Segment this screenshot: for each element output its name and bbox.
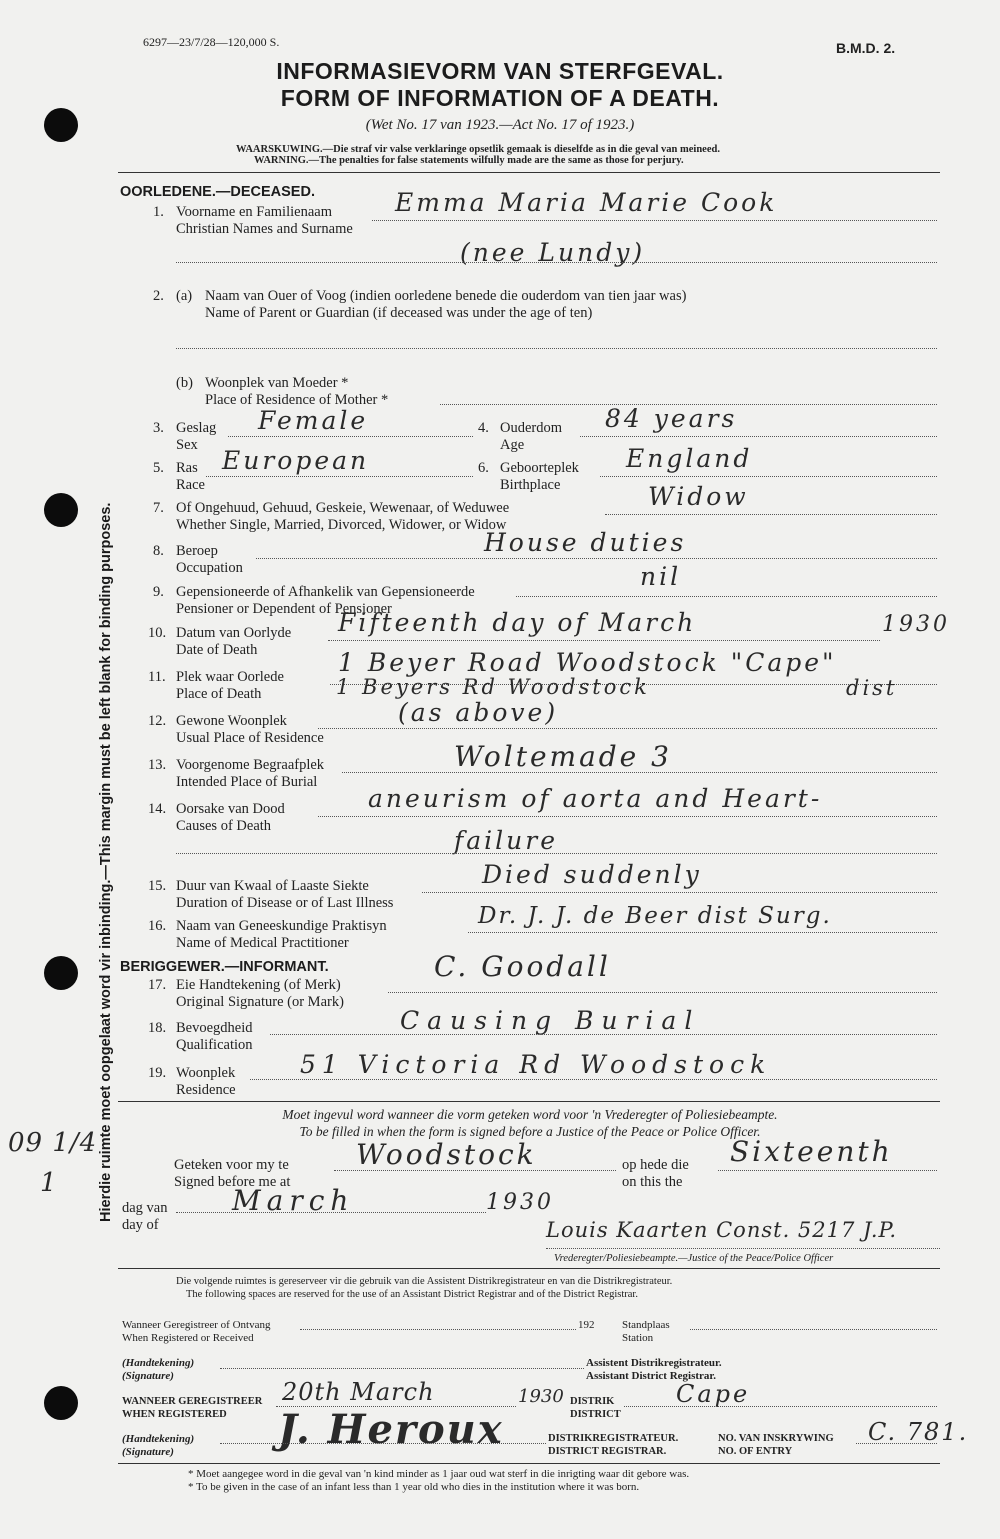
signed-year-value: 1930 (486, 1190, 554, 1215)
race-value: European (222, 446, 370, 475)
age-value: 84 years (605, 404, 738, 433)
field-label-en: Place of Death (176, 686, 262, 702)
field-number: 18. (148, 1020, 167, 1036)
reserved-note-en: The following spaces are reserved for the use of an Assistant District Registrar and of the District Registrar. (186, 1289, 638, 1300)
signed-place-value: Woodstock (356, 1138, 537, 1171)
dotted-line (388, 992, 937, 993)
binder-hole (44, 1386, 78, 1420)
when-registered-en: WHEN REGISTERED (122, 1409, 227, 1420)
district-registrar-en: DISTRICT REGISTRAR. (548, 1446, 667, 1457)
entry-number-value: C. 781. (868, 1418, 969, 1446)
asst-registrar-af: Assistent Distrikregistrateur. (586, 1357, 722, 1369)
dotted-line (600, 476, 937, 477)
field-label-af: Voorname en Familienaam (176, 204, 332, 220)
dotted-line (256, 558, 937, 559)
day-of-en: day of (122, 1217, 159, 1233)
signed-day-value: Sixteenth (730, 1135, 893, 1168)
dotted-line (176, 1212, 486, 1213)
dotted-line (220, 1443, 546, 1444)
field-label-en: Sex (176, 437, 198, 453)
footnote-en: * To be given in the case of an infant less than 1 year old who dies in the institution where it was born. (188, 1481, 640, 1493)
date-of-death-year: 1930 (882, 612, 950, 637)
field-label-en: Race (176, 477, 205, 493)
binding-margin-note: Hierdie ruimte moet oopgelaat word vir inbinding.—This margin must be left blank for binding purposes. (98, 502, 114, 1222)
field-number: 2. (153, 288, 164, 304)
header-divider (118, 172, 940, 173)
field-number: 8. (153, 543, 164, 559)
birthplace-value: England (626, 444, 753, 473)
burial-place-value: Woltemade 3 (454, 740, 672, 773)
field-label-en: Usual Place of Residence (176, 730, 324, 746)
dotted-line (468, 932, 937, 933)
justice-note-af: Moet ingevul word wanneer die vorm geteken word voor 'n Vrederegter of Poliesiebeampte. (282, 1107, 778, 1122)
on-this-af: op hede die (622, 1157, 689, 1173)
field-label-af: Ras (176, 460, 198, 476)
dotted-line (300, 1329, 576, 1330)
illness-duration-value: Died suddenly (482, 860, 702, 889)
form-code: B.M.D. 2. (836, 40, 896, 56)
field-number: 19. (148, 1065, 167, 1081)
field-number: 15. (148, 878, 167, 894)
dotted-line (270, 1034, 937, 1035)
field-number: 14. (148, 801, 167, 817)
section-divider (118, 1101, 940, 1102)
on-this-en: on this the (622, 1174, 683, 1190)
field-number: 12. (148, 713, 167, 729)
justice-note-en: To be filled in when the form is signed before a Justice of the Peace or Police Officer. (299, 1124, 761, 1139)
field-number: 6. (478, 460, 489, 476)
district-registrar-af: DISTRIKREGISTRATEUR. (548, 1433, 679, 1444)
dotted-line (690, 1329, 937, 1330)
field-label-af: Naam van Geneeskundige Praktisyn (176, 918, 387, 934)
dotted-line (624, 1406, 937, 1407)
deceased-name-value: Emma Maria Marie Cook (395, 188, 778, 217)
dotted-line (516, 596, 937, 597)
dotted-line (546, 1248, 940, 1249)
field-label-af: Woonplek (176, 1065, 236, 1081)
residence-value: 51 Victoria Rd Woodstock (300, 1050, 772, 1079)
sex-value: Female (258, 406, 369, 435)
field-label-af: Geboorteplek (500, 460, 579, 476)
dotted-line (605, 514, 937, 515)
warning-english: WARNING.—The penalties for false statements wilfully made are the same as those for perjury. (254, 155, 684, 166)
field-label-en: Causes of Death (176, 818, 272, 834)
dotted-line (176, 262, 937, 263)
field-label-af: Gewone Woonplek (176, 713, 287, 729)
field-number: 13. (148, 757, 167, 773)
signed-month-value: March (232, 1184, 355, 1217)
signed-before-en: Signed before me at (174, 1174, 291, 1190)
signature-label-en: (Signature) (122, 1370, 174, 1382)
field-number: 9. (153, 584, 164, 600)
dotted-line (580, 436, 937, 437)
usual-residence-value: (as above) (398, 698, 559, 727)
field-label-en: Name of Medical Practitioner (176, 935, 349, 951)
field-number: 11. (148, 669, 166, 685)
field-label-en: Intended Place of Burial (176, 774, 318, 790)
qualification-value: Causing Burial (400, 1006, 701, 1035)
field-label-en: Name of Parent or Guardian (if deceased was under the age of ten) (205, 305, 593, 321)
entry-number-en: NO. OF ENTRY (718, 1446, 793, 1457)
place-of-death-value: 1 Beyer Road Woodstock "Cape" (338, 648, 837, 677)
field-label-af: Bevoegdheid (176, 1020, 253, 1036)
signature2-label-en: (Signature) (122, 1446, 174, 1458)
field-number: 3. (153, 420, 164, 436)
justice-title: Vrederegter/Poliesiebeampte.—Justice of the Peace/Police Officer (554, 1253, 834, 1264)
pensioner-value: nil (640, 562, 682, 591)
field-label-af: Plek waar Oorlede (176, 669, 284, 685)
justice-signature: Louis Kaarten Const. 5217 J.P. (546, 1218, 898, 1242)
field-label-en: Residence (176, 1082, 236, 1098)
field-label-af: Naam van Ouer of Voog (indien oorledene benede die ouderdom van tien jaar was) (205, 288, 687, 304)
field-label-af: Eie Handtekening (of Merk) (176, 977, 341, 993)
asst-registrar-en: Assistant District Registrar. (586, 1370, 717, 1382)
field-label-af: Beroep (176, 543, 218, 559)
received-year: 192 (578, 1319, 595, 1331)
field-label-af: Duur van Kwaal of Laaste Siekte (176, 878, 369, 894)
deceased-maiden-name: (nee Lundy) (460, 238, 646, 267)
dotted-line (228, 436, 473, 437)
dotted-line (334, 1170, 616, 1171)
field-label-af: Of Ongehuud, Gehuud, Geskeie, Wewenaar, of Weduwee (176, 500, 510, 516)
when-registered-year: 1930 (518, 1386, 564, 1407)
field-label-af: Gepensioneerde of Afhankelik van Gepensioneerde (176, 584, 475, 600)
field-label-af: Voorgenome Begraafplek (176, 757, 325, 773)
field-number: 4. (478, 420, 489, 436)
district-label-en: DISTRICT (570, 1409, 621, 1420)
dotted-line (342, 772, 937, 773)
dotted-line (318, 728, 937, 729)
field-number: 17. (148, 977, 167, 993)
dotted-line (176, 348, 937, 349)
field-label-en: Christian Names and Surname (176, 221, 353, 237)
field-number: 7. (153, 500, 164, 516)
field-label-en: Occupation (176, 560, 243, 576)
cause-of-death-value: aneurism of aorta and Heart- (368, 784, 823, 813)
place-of-death-correction: 1 Beyers Rd Woodstock (336, 675, 650, 699)
when-registered-af: WANNEER GEREGISTREER (122, 1396, 263, 1407)
received-label-en: When Registered or Received (122, 1332, 254, 1344)
district-value: Cape (676, 1380, 751, 1408)
field-letter: (b) (176, 375, 193, 391)
warning-afrikaans: WAARSKUWING.—Die straf vir valse verklaringe opsetlik gemaak is dieselfde as in die geval van meineed. (236, 144, 720, 155)
margin-reference-2: 1 (40, 1168, 60, 1198)
dotted-line (176, 853, 937, 854)
marital-status-value: Widow (648, 482, 749, 511)
district-registrar-signature: J. Heroux (278, 1406, 504, 1453)
entry-number-af: NO. VAN INSKRYWING (718, 1433, 834, 1444)
dotted-line (250, 1079, 937, 1080)
dotted-line (318, 816, 937, 817)
title-english: FORM OF INFORMATION OF A DEATH. (280, 85, 720, 111)
field-label-af: Geslag (176, 420, 217, 436)
dotted-line (372, 220, 937, 221)
field-label-en: Pensioner or Dependent of Pensioner (176, 601, 392, 617)
act-reference: (Wet No. 17 van 1923.—Act No. 17 of 1923.) (365, 117, 635, 133)
district-label-af: DISTRIK (570, 1396, 615, 1407)
dotted-line (220, 1368, 584, 1369)
dotted-line (718, 1170, 937, 1171)
field-letter: (a) (176, 288, 193, 304)
field-label-en: Age (500, 437, 525, 453)
field-number: 1. (153, 204, 164, 220)
occupation-value: House duties (484, 528, 687, 557)
dotted-line (328, 640, 880, 641)
station-label-af: Standplaas (622, 1319, 670, 1331)
field-label-en: Birthplace (500, 477, 561, 493)
field-label-af: Ouderdom (500, 420, 563, 436)
field-label-af: Oorsake van Dood (176, 801, 285, 817)
place-of-death-district: dist (846, 676, 898, 700)
field-label-en: Qualification (176, 1037, 253, 1053)
binder-hole (44, 956, 78, 990)
field-label-af: Datum van Oorlyde (176, 625, 292, 641)
section-divider (118, 1268, 940, 1269)
reserved-note-af: Die volgende ruimtes is gereserveer vir die gebruik van die Assistent Distrikregistrateur en van die Distrikregistrateur. (176, 1276, 673, 1287)
field-label-en: Whether Single, Married, Divorced, Widower, or Widow (176, 517, 507, 533)
dotted-line (856, 1443, 937, 1444)
margin-reference: 09 1/4 (8, 1128, 98, 1158)
signed-before-af: Geteken voor my te (174, 1157, 289, 1173)
field-label-en: Date of Death (176, 642, 258, 658)
print-code: 6297—23/7/28—120,000 S. (143, 35, 280, 49)
dotted-line (422, 892, 937, 893)
station-label-en: Station (622, 1332, 654, 1344)
informant-signature: C. Goodall (434, 950, 611, 983)
section-divider (118, 1463, 940, 1464)
field-number: 10. (148, 625, 167, 641)
when-registered-value: 20th March (282, 1378, 435, 1406)
signature2-label-af: (Handtekening) (122, 1433, 195, 1445)
dotted-line (206, 476, 473, 477)
footnote-af: * Moet aangegee word in die geval van 'n kind minder as 1 jaar oud wat sterf in die inrigting waar dit gebore was. (188, 1468, 690, 1480)
field-label-en: Duration of Disease or of Last Illness (176, 895, 394, 911)
binder-hole (44, 493, 78, 527)
field-label-en: Original Signature (or Mark) (176, 994, 344, 1010)
signature-label-af: (Handtekening) (122, 1357, 195, 1369)
cause-of-death-value-2: failure (454, 826, 558, 855)
field-label-en: Place of Residence of Mother * (205, 392, 389, 408)
section-informant: BERIGGEWER.—INFORMANT. (120, 959, 329, 975)
date-of-death-value: Fifteenth day of March (338, 608, 697, 637)
field-number: 16. (148, 918, 167, 934)
title-afrikaans: INFORMASIEVORM VAN STERFGEVAL. (276, 58, 724, 84)
medical-practitioner-value: Dr. J. J. de Beer dist Surg. (478, 903, 832, 929)
field-number: 5. (153, 460, 164, 476)
received-label-af: Wanneer Geregistreer of Ontvang (122, 1319, 271, 1331)
section-deceased: OORLEDENE.—DECEASED. (120, 184, 315, 200)
field-label-af: Woonplek van Moeder * (205, 375, 349, 391)
day-of-af: dag van (122, 1200, 168, 1216)
